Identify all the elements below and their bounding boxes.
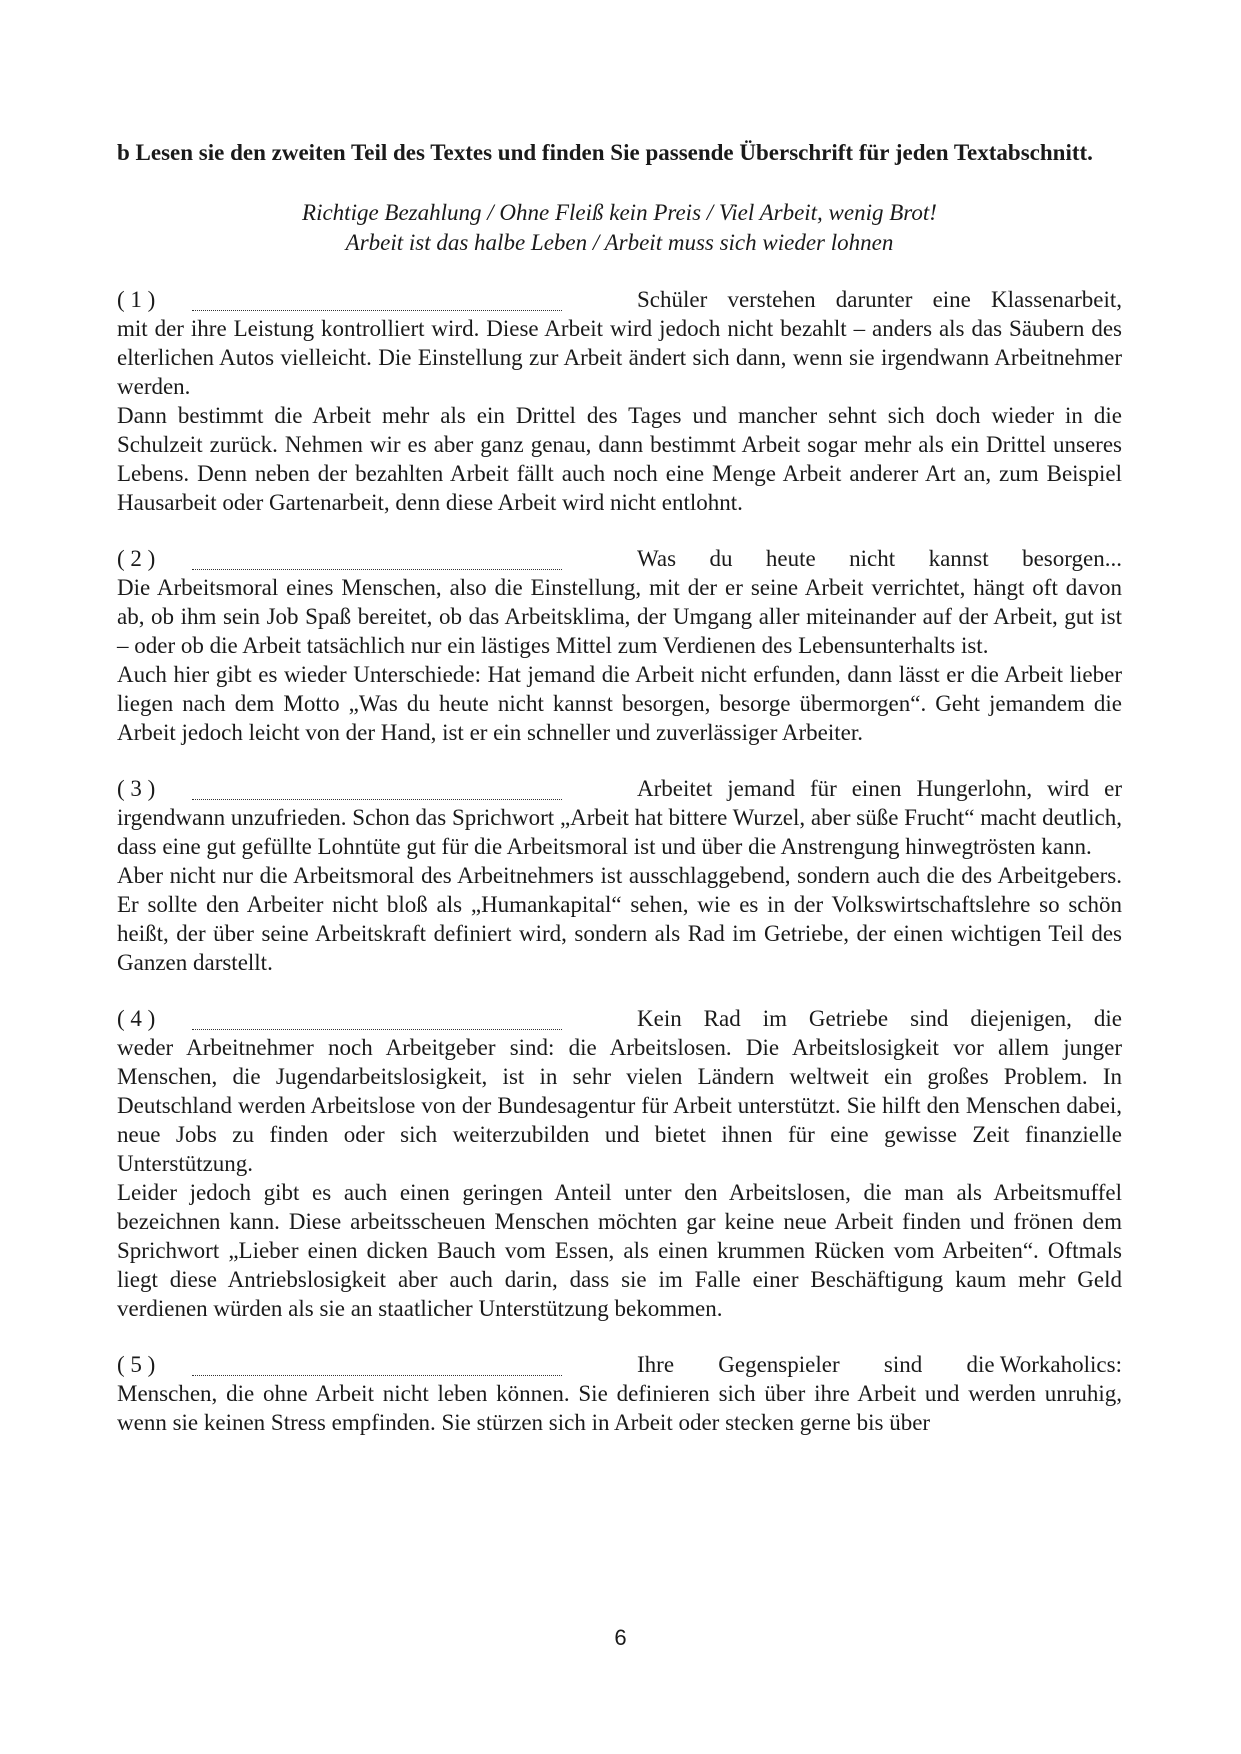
lead-word: er bbox=[1104, 776, 1122, 801]
lead-word: die Workaholics: bbox=[966, 1352, 1122, 1377]
section-lead-text bbox=[562, 1004, 1122, 1033]
lead-word: eine bbox=[932, 287, 971, 312]
section-paragraph: Die Arbeitsmoral eines Menschen, also die Einstellung, mit der er seine Arbeit verrichtet, hängt oft davon ab, ob ihm sein Job Spaß bereitet, ob das Arbeitsklima, der Umgang aller miteinander auf der Arbeit, gut ist – oder ob die Arbeit tatsächlich nur ein lästiges Mittel zum Verdienen des Lebensunterhalts ist. bbox=[117, 575, 1122, 658]
lead-word: Arbeitet bbox=[637, 776, 713, 801]
options-line-2: Arbeit ist das halbe Leben / Arbeit muss sich wieder lohnen bbox=[345, 230, 894, 255]
lead-word: Rad bbox=[703, 1006, 741, 1031]
section-paragraph: irgendwann unzufrieden. Schon das Sprichwort „Arbeit hat bittere Wurzel, aber süße Frucht“ macht deutlich, dass eine gut gefüllte Lohntüte gut für die Arbeitsmoral ist und über die Anstrengung hinwegtrösten kann. bbox=[117, 805, 1122, 859]
lead-word: Getriebe bbox=[808, 1006, 889, 1031]
section-paragraph-continued: Leider jedoch gibt es auch einen geringen Anteil unter den Arbeitslosen, die man als Arbeitsmuffel bezeichnen kann. Diese arbeitsscheuen Menschen möchten gar keine neue Arbeit finden und frönen dem Sprichwort „Lieber einen dicken Bauch vom Essen, als einen krummen Rücken vom Arbeiten“. Oftmals liegt diese Antriebslosigkeit aber auch darin, dass sie im Falle einer Beschäftigung kaum mehr Geld verdienen würden als sie an staatlicher Unterstützung bekommen. bbox=[117, 1180, 1122, 1321]
lead-word: Hungerlohn, bbox=[916, 776, 1033, 801]
section-lead-text bbox=[562, 544, 1122, 573]
heading-options bbox=[117, 198, 1122, 258]
section-heading-line bbox=[117, 774, 1122, 803]
section-lead-text bbox=[562, 774, 1122, 803]
lead-word: Gegenspieler bbox=[718, 1352, 840, 1377]
lead-word: nicht bbox=[849, 546, 896, 571]
task-instruction: b Lesen sie den zweiten Teil des Textes und finden Sie passende Überschrift für jeden Textabschnitt. bbox=[117, 140, 1093, 165]
section-paragraph-continued: Aber nicht nur die Arbeitsmoral des Arbeitnehmers ist ausschlaggebend, sondern auch die des Arbeitgebers. Er sollte den Arbeiter nicht bloß als „Humankapital“ sehen, wie es in der Volkswirtschaftslehre so schön heißt, der über seine Arbeitskraft definiert wird, sondern als Rad im Getriebe, der einen wichtigen Teil des Ganzen darstellt. bbox=[117, 863, 1122, 975]
text-section bbox=[117, 1350, 1122, 1437]
lead-word: wird bbox=[1047, 776, 1090, 801]
section-heading-line bbox=[117, 1004, 1122, 1033]
lead-word: Was bbox=[637, 546, 677, 571]
heading-answer-blank[interactable] bbox=[192, 551, 562, 570]
heading-answer-blank[interactable] bbox=[192, 292, 562, 311]
text-section bbox=[117, 285, 1122, 517]
lead-word: im bbox=[762, 1006, 787, 1031]
section-heading-line bbox=[117, 544, 1122, 573]
lead-word: verstehen bbox=[727, 287, 816, 312]
lead-word: für bbox=[809, 776, 837, 801]
section-paragraph-continued: Auch hier gibt es wieder Unterschiede: Hat jemand die Arbeit nicht erfunden, dann lässt er die Arbeit lieber liegen nach dem Motto „Was du heute nicht kannst besorgen, besorge übermorgen“. Geht jemandem die Arbeit jedoch leicht von der Hand, ist er ein schneller und zuverlässiger Arbeiter. bbox=[117, 662, 1122, 745]
document-page bbox=[117, 138, 1122, 1437]
section-number: ( 3 ) bbox=[117, 776, 156, 801]
section-heading-line bbox=[117, 1350, 1122, 1379]
options-line-1: Richtige Bezahlung / Ohne Fleiß kein Preis / Viel Arbeit, wenig Brot! bbox=[302, 200, 937, 225]
section-paragraph: mit der ihre Leistung kontrolliert wird. Diese Arbeit wird jedoch nicht bezahlt – anders als das Säubern des elterlichen Autos vielleicht. Die Einstellung zur Arbeit ändert sich dann, wenn sie irgendwann Arbeitnehmer werden. bbox=[117, 316, 1122, 399]
heading-answer-blank[interactable] bbox=[192, 1011, 562, 1030]
lead-word: kannst bbox=[928, 546, 989, 571]
text-section bbox=[117, 774, 1122, 977]
lead-word: sind bbox=[883, 1352, 923, 1377]
section-lead-text bbox=[562, 1350, 1122, 1379]
text-section bbox=[117, 544, 1122, 747]
lead-word: sind bbox=[910, 1006, 949, 1031]
text-sections bbox=[117, 285, 1122, 1437]
lead-word: du bbox=[709, 546, 733, 571]
lead-word: besorgen... bbox=[1022, 546, 1122, 571]
lead-word: einen bbox=[851, 776, 902, 801]
lead-word: darunter bbox=[835, 287, 913, 312]
page-number: 6 bbox=[614, 1625, 627, 1650]
lead-word: die bbox=[1093, 1006, 1122, 1031]
section-paragraph: weder Arbeitnehmer noch Arbeitgeber sind: die Arbeitslosen. Die Arbeitslosigkeit vor allem junger Menschen, die Jugendarbeitslosigkeit, ist in sehr vielen Ländern weltweit ein großes Problem. In Deutschland werden Arbeitslose von der Bundesagentur für Arbeit unterstützt. Sie hilft den Menschen dabei, neue Jobs zu finden oder sich weiterzubilden und bietet ihnen für eine gewisse Zeit finanzielle Unterstützung. bbox=[117, 1035, 1122, 1176]
section-number: ( 5 ) bbox=[117, 1352, 156, 1377]
section-paragraph: Menschen, die ohne Arbeit nicht leben können. Sie definieren sich über ihre Arbeit und werden unruhig, wenn sie keinen Stress empfinden. Sie stürzen sich in Arbeit oder stecken gerne bis über bbox=[117, 1381, 1122, 1435]
lead-word: Klassenarbeit, bbox=[991, 287, 1122, 312]
lead-word: heute bbox=[765, 546, 816, 571]
section-number: ( 4 ) bbox=[117, 1006, 156, 1031]
heading-answer-blank[interactable] bbox=[192, 781, 562, 800]
lead-word: jemand bbox=[727, 776, 795, 801]
lead-word: Schüler bbox=[637, 287, 708, 312]
section-paragraph-continued: Dann bestimmt die Arbeit mehr als ein Drittel des Tages und mancher sehnt sich doch wieder in die Schulzeit zurück. Nehmen wir es aber ganz genau, dann bestimmt Arbeit sogar mehr als ein Drittel unseres Lebens. Denn neben der bezahlten Arbeit fällt auch noch eine Menge Arbeit anderer Art an, zum Beispiel Hausarbeit oder Gartenarbeit, denn diese Arbeit wird nicht entlohnt. bbox=[117, 403, 1122, 515]
heading-answer-blank[interactable] bbox=[192, 1357, 562, 1376]
lead-word: Ihre bbox=[637, 1352, 675, 1377]
lead-word: Kein bbox=[637, 1006, 682, 1031]
section-lead-text bbox=[562, 285, 1122, 314]
text-section bbox=[117, 1004, 1122, 1323]
section-number: ( 1 ) bbox=[117, 287, 156, 312]
section-heading-line bbox=[117, 285, 1122, 314]
lead-word: diejenigen, bbox=[970, 1006, 1072, 1031]
section-number: ( 2 ) bbox=[117, 546, 156, 571]
